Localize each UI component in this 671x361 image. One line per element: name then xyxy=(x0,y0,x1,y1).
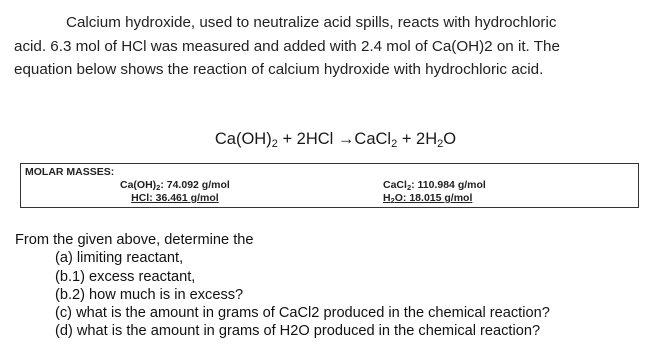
intro-line-2: acid. 6.3 mol of HCl was measured and added with 2.4 mol of Ca(OH)2 on it. The xyxy=(14,37,560,55)
question-c: (c) what is the amount in grams of CaCl2 produced in the chemical reaction? xyxy=(55,305,550,322)
questions-block xyxy=(15,231,550,341)
problem-intro xyxy=(14,11,659,82)
molar-mass-h2o: $H_2O$: 18.015 g/mol xyxy=(383,192,473,205)
equation-subscript: 2 xyxy=(437,138,444,150)
equation-reactant-hcl: + 2HCl xyxy=(277,130,338,148)
question-d: (d) what is the amount in grams of H2O produced in the chemical reaction? xyxy=(55,323,541,340)
question-a: (a) limiting reactant, xyxy=(55,250,184,267)
molar-mass-hcl: HCl: 36.461 g/mol xyxy=(131,192,219,204)
chemical-equation xyxy=(0,130,671,149)
questions-stem: From the given above, determine the xyxy=(15,232,254,248)
equation-subscript: 2 xyxy=(271,138,278,150)
intro-line-1: Calcium hydroxide, used to neutralize acid spills, reacts with hydrochloric xyxy=(66,14,557,31)
molar-masses-right-column xyxy=(383,179,486,205)
question-b1: (b.1) excess reactant, xyxy=(55,268,196,285)
intro-line-3: equation below shows the reaction of calcium hydroxide with hydrochloric acid. xyxy=(14,61,544,78)
molar-masses-header: MOLAR MASSES: xyxy=(25,166,115,178)
molar-mass-cacl2: CaCl$_2$: 110.984 g/mol xyxy=(383,179,486,192)
question-b2: (b.2) how much is in excess? xyxy=(55,286,244,303)
molar-masses-left-column xyxy=(120,179,230,205)
molar-mass-caoh2: $Ca(OH)_2$: 74.092 g/mol xyxy=(120,179,230,192)
equation-product-cacl2: CaCl xyxy=(354,130,392,148)
equation-product-h2o: + 2H xyxy=(397,130,438,148)
reaction-arrow-icon: → xyxy=(337,130,355,148)
molar-masses-box xyxy=(20,163,639,208)
equation-product-o: O xyxy=(443,130,457,148)
equation-reactant-caoh2: Ca(OH) xyxy=(214,130,272,148)
equation-subscript: 2 xyxy=(391,138,398,150)
